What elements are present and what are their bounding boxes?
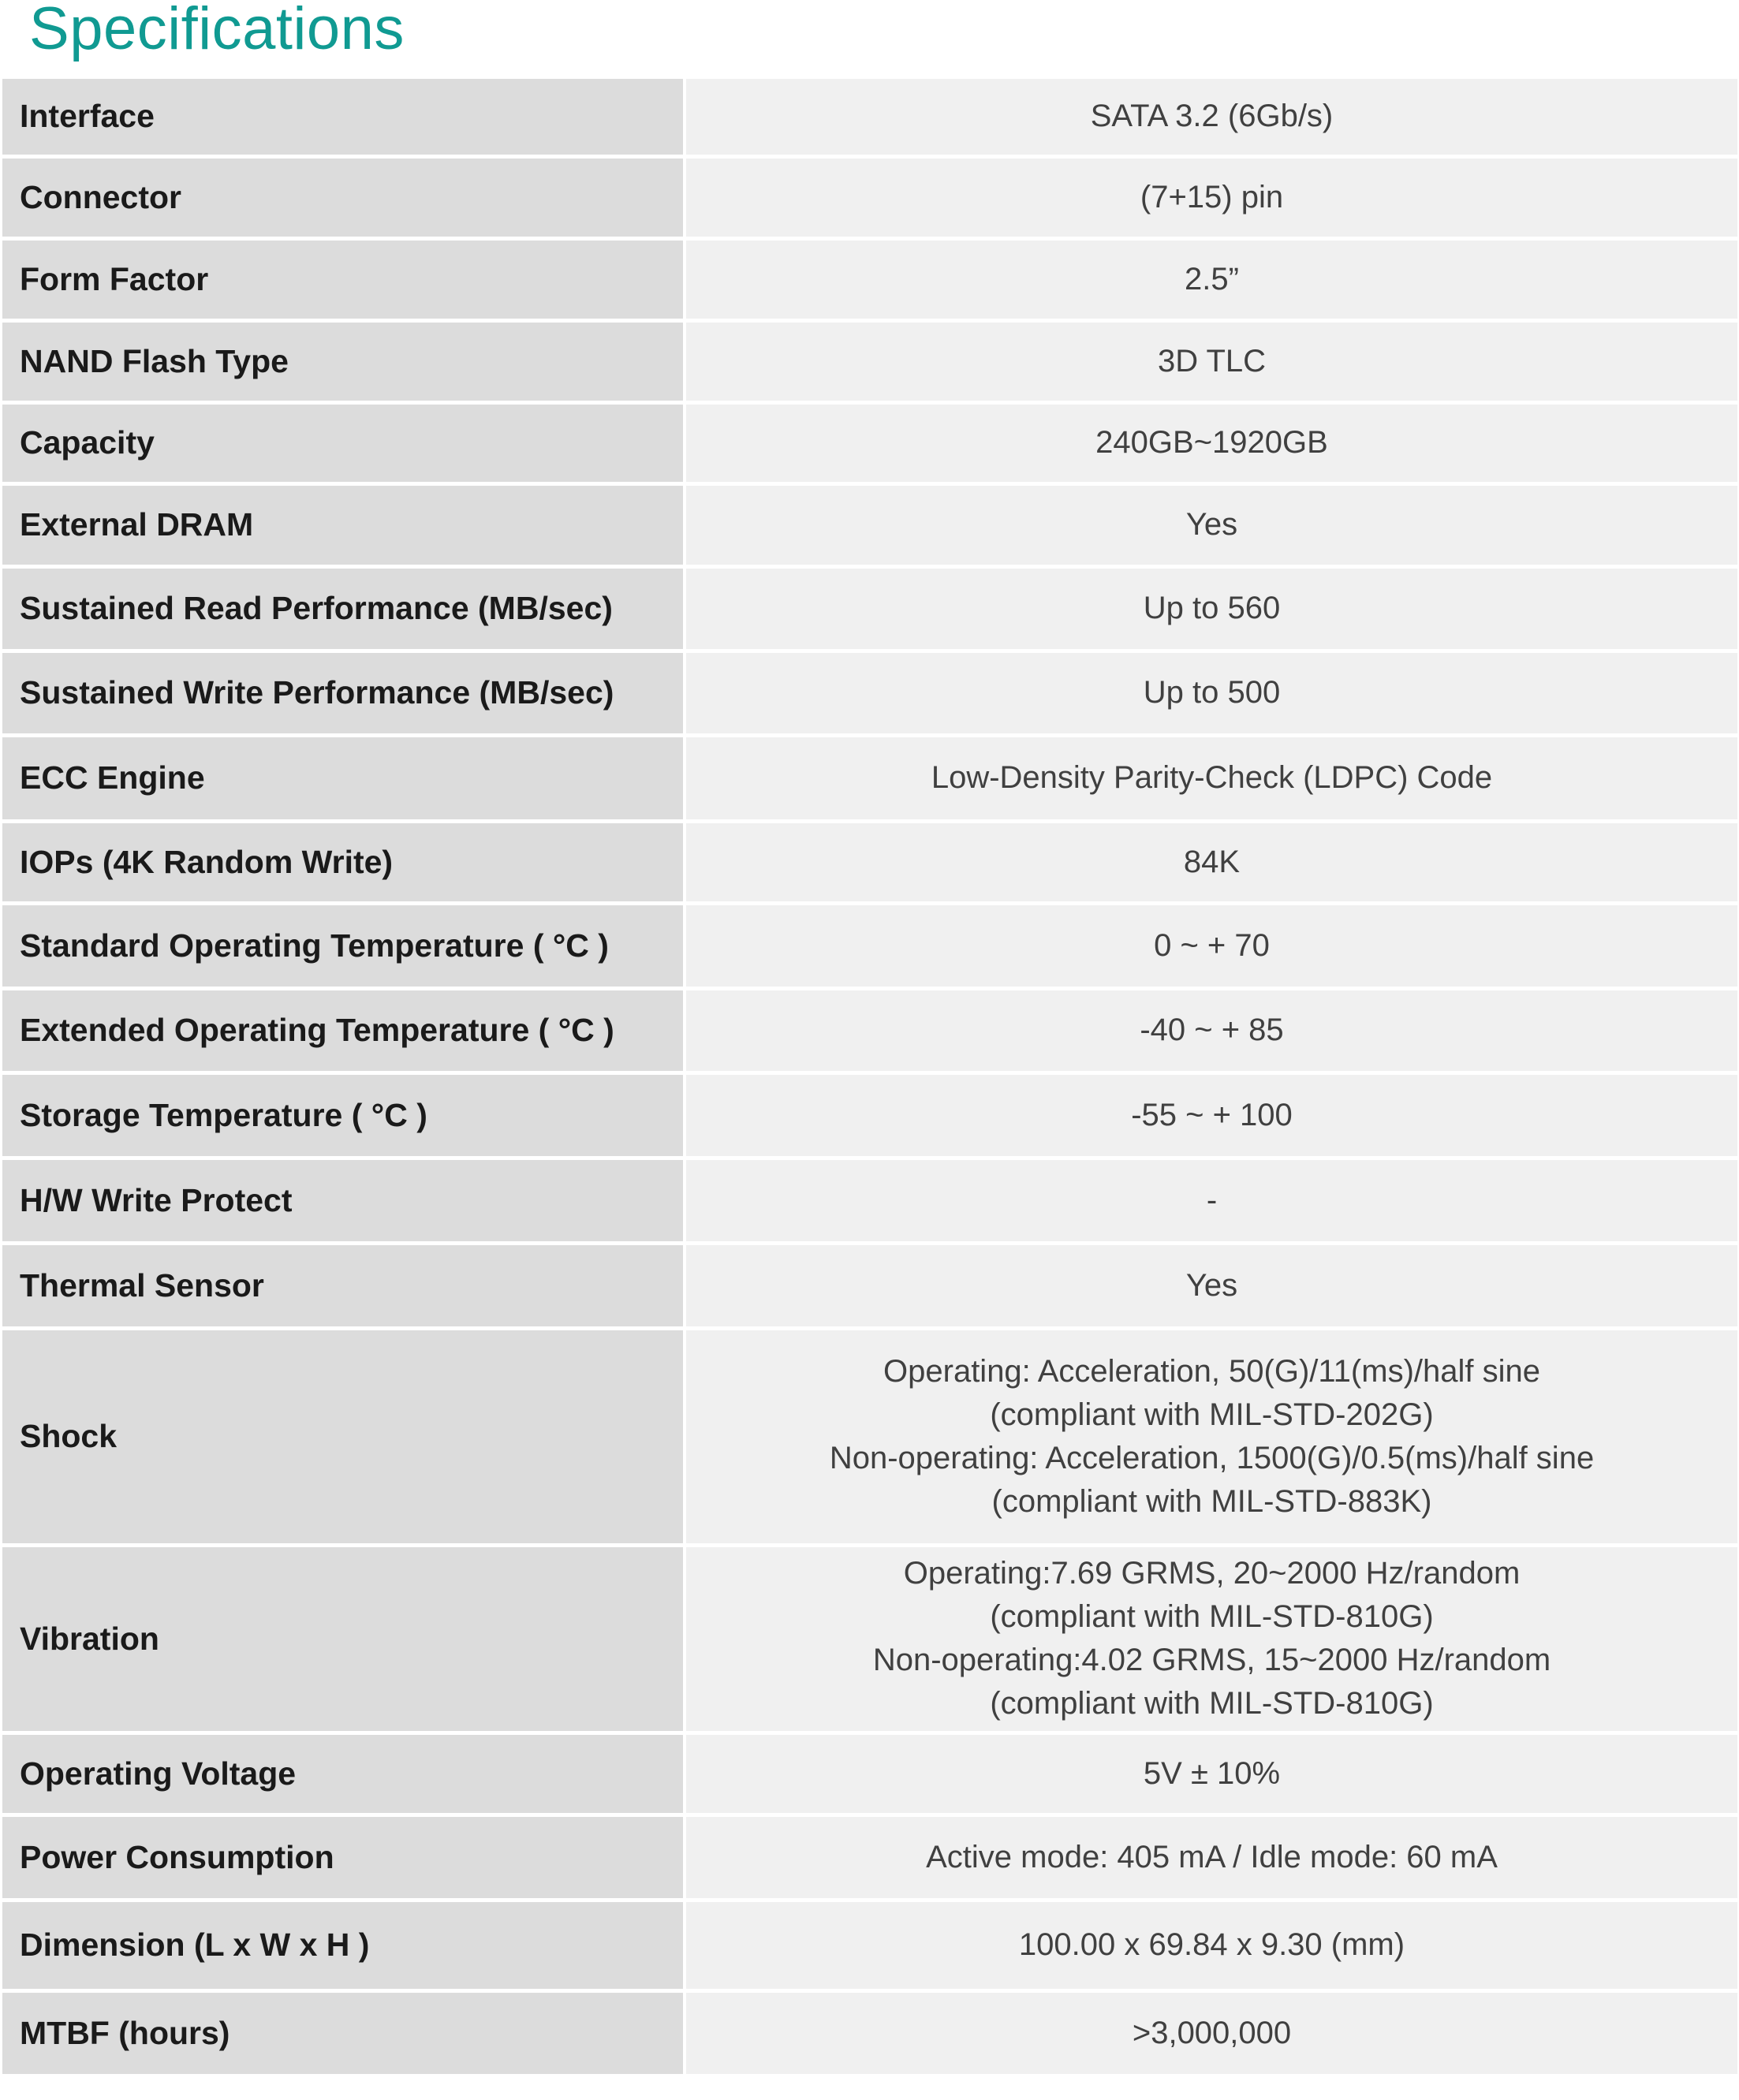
spec-label: Shock (2, 1328, 685, 1545)
spec-label: External DRAM (2, 483, 685, 566)
spec-value-line: - (1206, 1182, 1218, 1218)
spec-value (685, 1328, 1737, 1545)
spec-value-line: 0 ~ + 70 (1154, 927, 1270, 963)
table-row (2, 1158, 1737, 1243)
table-row (2, 651, 1737, 735)
table-row (2, 735, 1737, 821)
spec-value-line: -55 ~ + 100 (1131, 1097, 1293, 1132)
spec-value (685, 1900, 1737, 1990)
spec-label: MTBF (hours) (2, 1990, 685, 2076)
spec-value-line: Non-operating: Acceleration, 1500(G)/0.5(ms)/half sine (829, 1440, 1595, 1475)
spec-value (685, 1243, 1737, 1328)
spec-label: Thermal Sensor (2, 1243, 685, 1328)
spec-value-line: (compliant with MIL-STD-810G) (990, 1599, 1434, 1634)
table-row (2, 1243, 1737, 1328)
spec-table (2, 79, 1737, 2078)
spec-value (685, 402, 1737, 483)
spec-label: Power Consumption (2, 1815, 685, 1900)
table-row (2, 988, 1737, 1072)
page-title: Specifications (29, 0, 405, 62)
spec-label: Capacity (2, 402, 685, 483)
spec-value (685, 1815, 1737, 1900)
spec-value-line: >3,000,000 (1132, 2015, 1292, 2050)
spec-value-line: (compliant with MIL-STD-202G) (990, 1397, 1434, 1432)
spec-value (685, 1545, 1737, 1733)
spec-value (685, 156, 1737, 238)
table-row (2, 903, 1737, 988)
spec-value (685, 483, 1737, 566)
spec-label: Operating Voltage (2, 1733, 685, 1815)
table-row (2, 821, 1737, 903)
table-row (2, 1815, 1737, 1900)
spec-table-body (2, 79, 1737, 2076)
table-row (2, 79, 1737, 156)
spec-label: Sustained Read Performance (MB/sec) (2, 566, 685, 651)
table-row (2, 483, 1737, 566)
spec-value-line: Operating:7.69 GRMS, 20~2000 Hz/random (903, 1556, 1521, 1591)
table-row (2, 320, 1737, 402)
spec-value-line: (compliant with MIL-STD-883K) (991, 1483, 1432, 1519)
spec-value (685, 988, 1737, 1072)
spec-value-line: Active mode: 405 mA / Idle mode: 60 mA (926, 1839, 1498, 1874)
spec-value-line: SATA 3.2 (6Gb/s) (1090, 99, 1334, 134)
table-row (2, 156, 1737, 238)
spec-value-line: Non-operating:4.02 GRMS, 15~2000 Hz/random (872, 1643, 1551, 1677)
table-row (2, 238, 1737, 320)
table-row (2, 402, 1737, 483)
spec-label: Dimension (L x W x H ) (2, 1900, 685, 1990)
table-row (2, 566, 1737, 651)
spec-value-line: Yes (1185, 507, 1238, 542)
spec-value-line: 3D TLC (1157, 343, 1267, 379)
table-row (2, 1328, 1737, 1545)
table-row (2, 1900, 1737, 1990)
spec-label: Extended Operating Temperature ( °C ) (2, 988, 685, 1072)
spec-value (685, 1158, 1737, 1243)
spec-value-line: Up to 560 (1143, 591, 1281, 625)
spec-value-line: (7+15) pin (1140, 179, 1284, 214)
spec-value-line: 240GB~1920GB (1095, 425, 1328, 460)
spec-label: H/W Write Protect (2, 1158, 685, 1243)
spec-label: Connector (2, 156, 685, 238)
table-row (2, 1072, 1737, 1158)
spec-label: Storage Temperature ( °C ) (2, 1072, 685, 1158)
spec-label: Standard Operating Temperature ( °C ) (2, 903, 685, 988)
spec-value-line: 100.00 x 69.84 x 9.30 (mm) (1018, 1927, 1405, 1962)
spec-value-line: 5V ± 10% (1143, 1755, 1281, 1791)
spec-value (685, 238, 1737, 320)
spec-label: ECC Engine (2, 735, 685, 821)
spec-label: Vibration (2, 1545, 685, 1733)
spec-value (685, 320, 1737, 402)
spec-value-line: 2.5” (1185, 261, 1239, 297)
spec-value (685, 821, 1737, 903)
spec-value (685, 79, 1737, 156)
spec-value (685, 566, 1737, 651)
spec-label: IOPs (4K Random Write) (2, 821, 685, 903)
table-row (2, 1990, 1737, 2076)
spec-value-line: Up to 500 (1143, 675, 1281, 710)
spec-value (685, 651, 1737, 735)
spec-label: Form Factor (2, 238, 685, 320)
spec-value-line: Yes (1185, 1267, 1238, 1303)
spec-label: Interface (2, 79, 685, 156)
spec-value (685, 735, 1737, 821)
spec-value (685, 1990, 1737, 2076)
spec-value-line: -40 ~ + 85 (1140, 1013, 1284, 1047)
spec-label: Sustained Write Performance (MB/sec) (2, 651, 685, 735)
spec-value (685, 903, 1737, 988)
spec-value (685, 1733, 1737, 1815)
spec-value-line: Operating: Acceleration, 50(G)/11(ms)/half sine (883, 1353, 1540, 1389)
spec-value-line: Low-Density Parity-Check (LDPC) Code (931, 760, 1493, 795)
table-row (2, 1733, 1737, 1815)
spec-value-line: 84K (1183, 844, 1241, 879)
spec-label: NAND Flash Type (2, 320, 685, 402)
spec-value-line: (compliant with MIL-STD-810G) (990, 1686, 1434, 1721)
spec-value (685, 1072, 1737, 1158)
table-row (2, 1545, 1737, 1733)
